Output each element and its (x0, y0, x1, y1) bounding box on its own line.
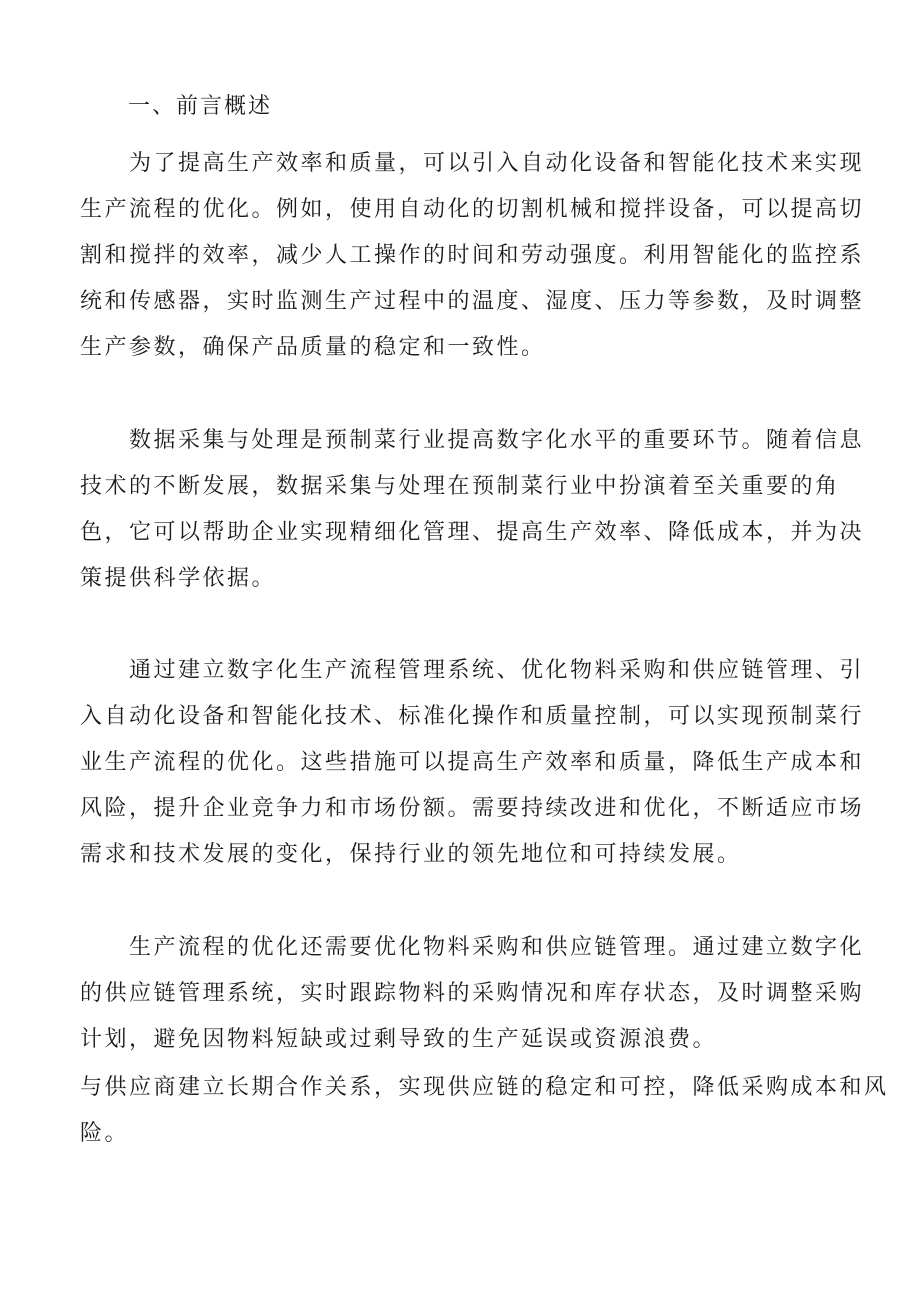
paragraph-line: 色，它可以帮助企业实现精细化管理、提高生产效率、降低成本，并为决 (80, 520, 865, 545)
paragraph-line: 与供应商建立长期合作关系，实现供应链的稳定和可控，降低采购成本和风 (80, 1075, 889, 1100)
paragraph-2 (80, 418, 865, 602)
paragraph-line: 策提供科学依据。 (80, 566, 277, 591)
paragraph-line: 技术的不断发展，数据采集与处理在预制菜行业中扮演着至关重要的角 (80, 474, 840, 499)
paragraph-line: 生产参数，确保产品质量的稳定和一致性。 (80, 335, 546, 360)
paragraph-line: 统和传感器，实时监测生产过程中的温度、湿度、压力等参数，及时调整 (80, 289, 865, 314)
paragraph-line: 通过建立数字化生产流程管理系统、优化物料采购和供应链管理、引 (80, 658, 865, 683)
paragraph-line: 险。 (80, 1121, 130, 1146)
section-heading: 一、前言概述 (128, 94, 273, 119)
paragraph-line: 入自动化设备和智能化技术、标准化操作和质量控制，可以实现预制菜行 (80, 704, 865, 729)
paragraph-line: 业生产流程的优化。这些措施可以提高生产效率和质量，降低生产成本和 (80, 750, 865, 775)
paragraph-1 (80, 141, 865, 371)
paragraph-3 (80, 648, 865, 878)
paragraph-line: 为了提高生产效率和质量，可以引入自动化设备和智能化技术来实现 (80, 151, 865, 176)
paragraph-4 (80, 925, 865, 1063)
paragraph-5 (80, 1065, 889, 1157)
paragraph-line: 风险，提升企业竞争力和市场份额。需要持续改进和优化，不断适应市场 (80, 796, 865, 821)
paragraph-line: 生产流程的优化。例如，使用自动化的切割机械和搅拌设备，可以提高切 (80, 197, 865, 222)
paragraph-line: 的供应链管理系统，实时跟踪物料的采购情况和库存状态，及时调整采购 (80, 981, 865, 1006)
paragraph-line: 割和搅拌的效率，减少人工操作的时间和劳动强度。利用智能化的监控系 (80, 243, 865, 268)
paragraph-line: 生产流程的优化还需要优化物料采购和供应链管理。通过建立数字化 (80, 935, 865, 960)
paragraph-line: 需求和技术发展的变化，保持行业的领先地位和可持续发展。 (80, 842, 742, 867)
paragraph-line: 数据采集与处理是预制菜行业提高数字化水平的重要环节。随着信息 (80, 428, 865, 453)
paragraph-line: 计划，避免因物料短缺或过剩导致的生产延误或资源浪费。 (80, 1027, 718, 1052)
